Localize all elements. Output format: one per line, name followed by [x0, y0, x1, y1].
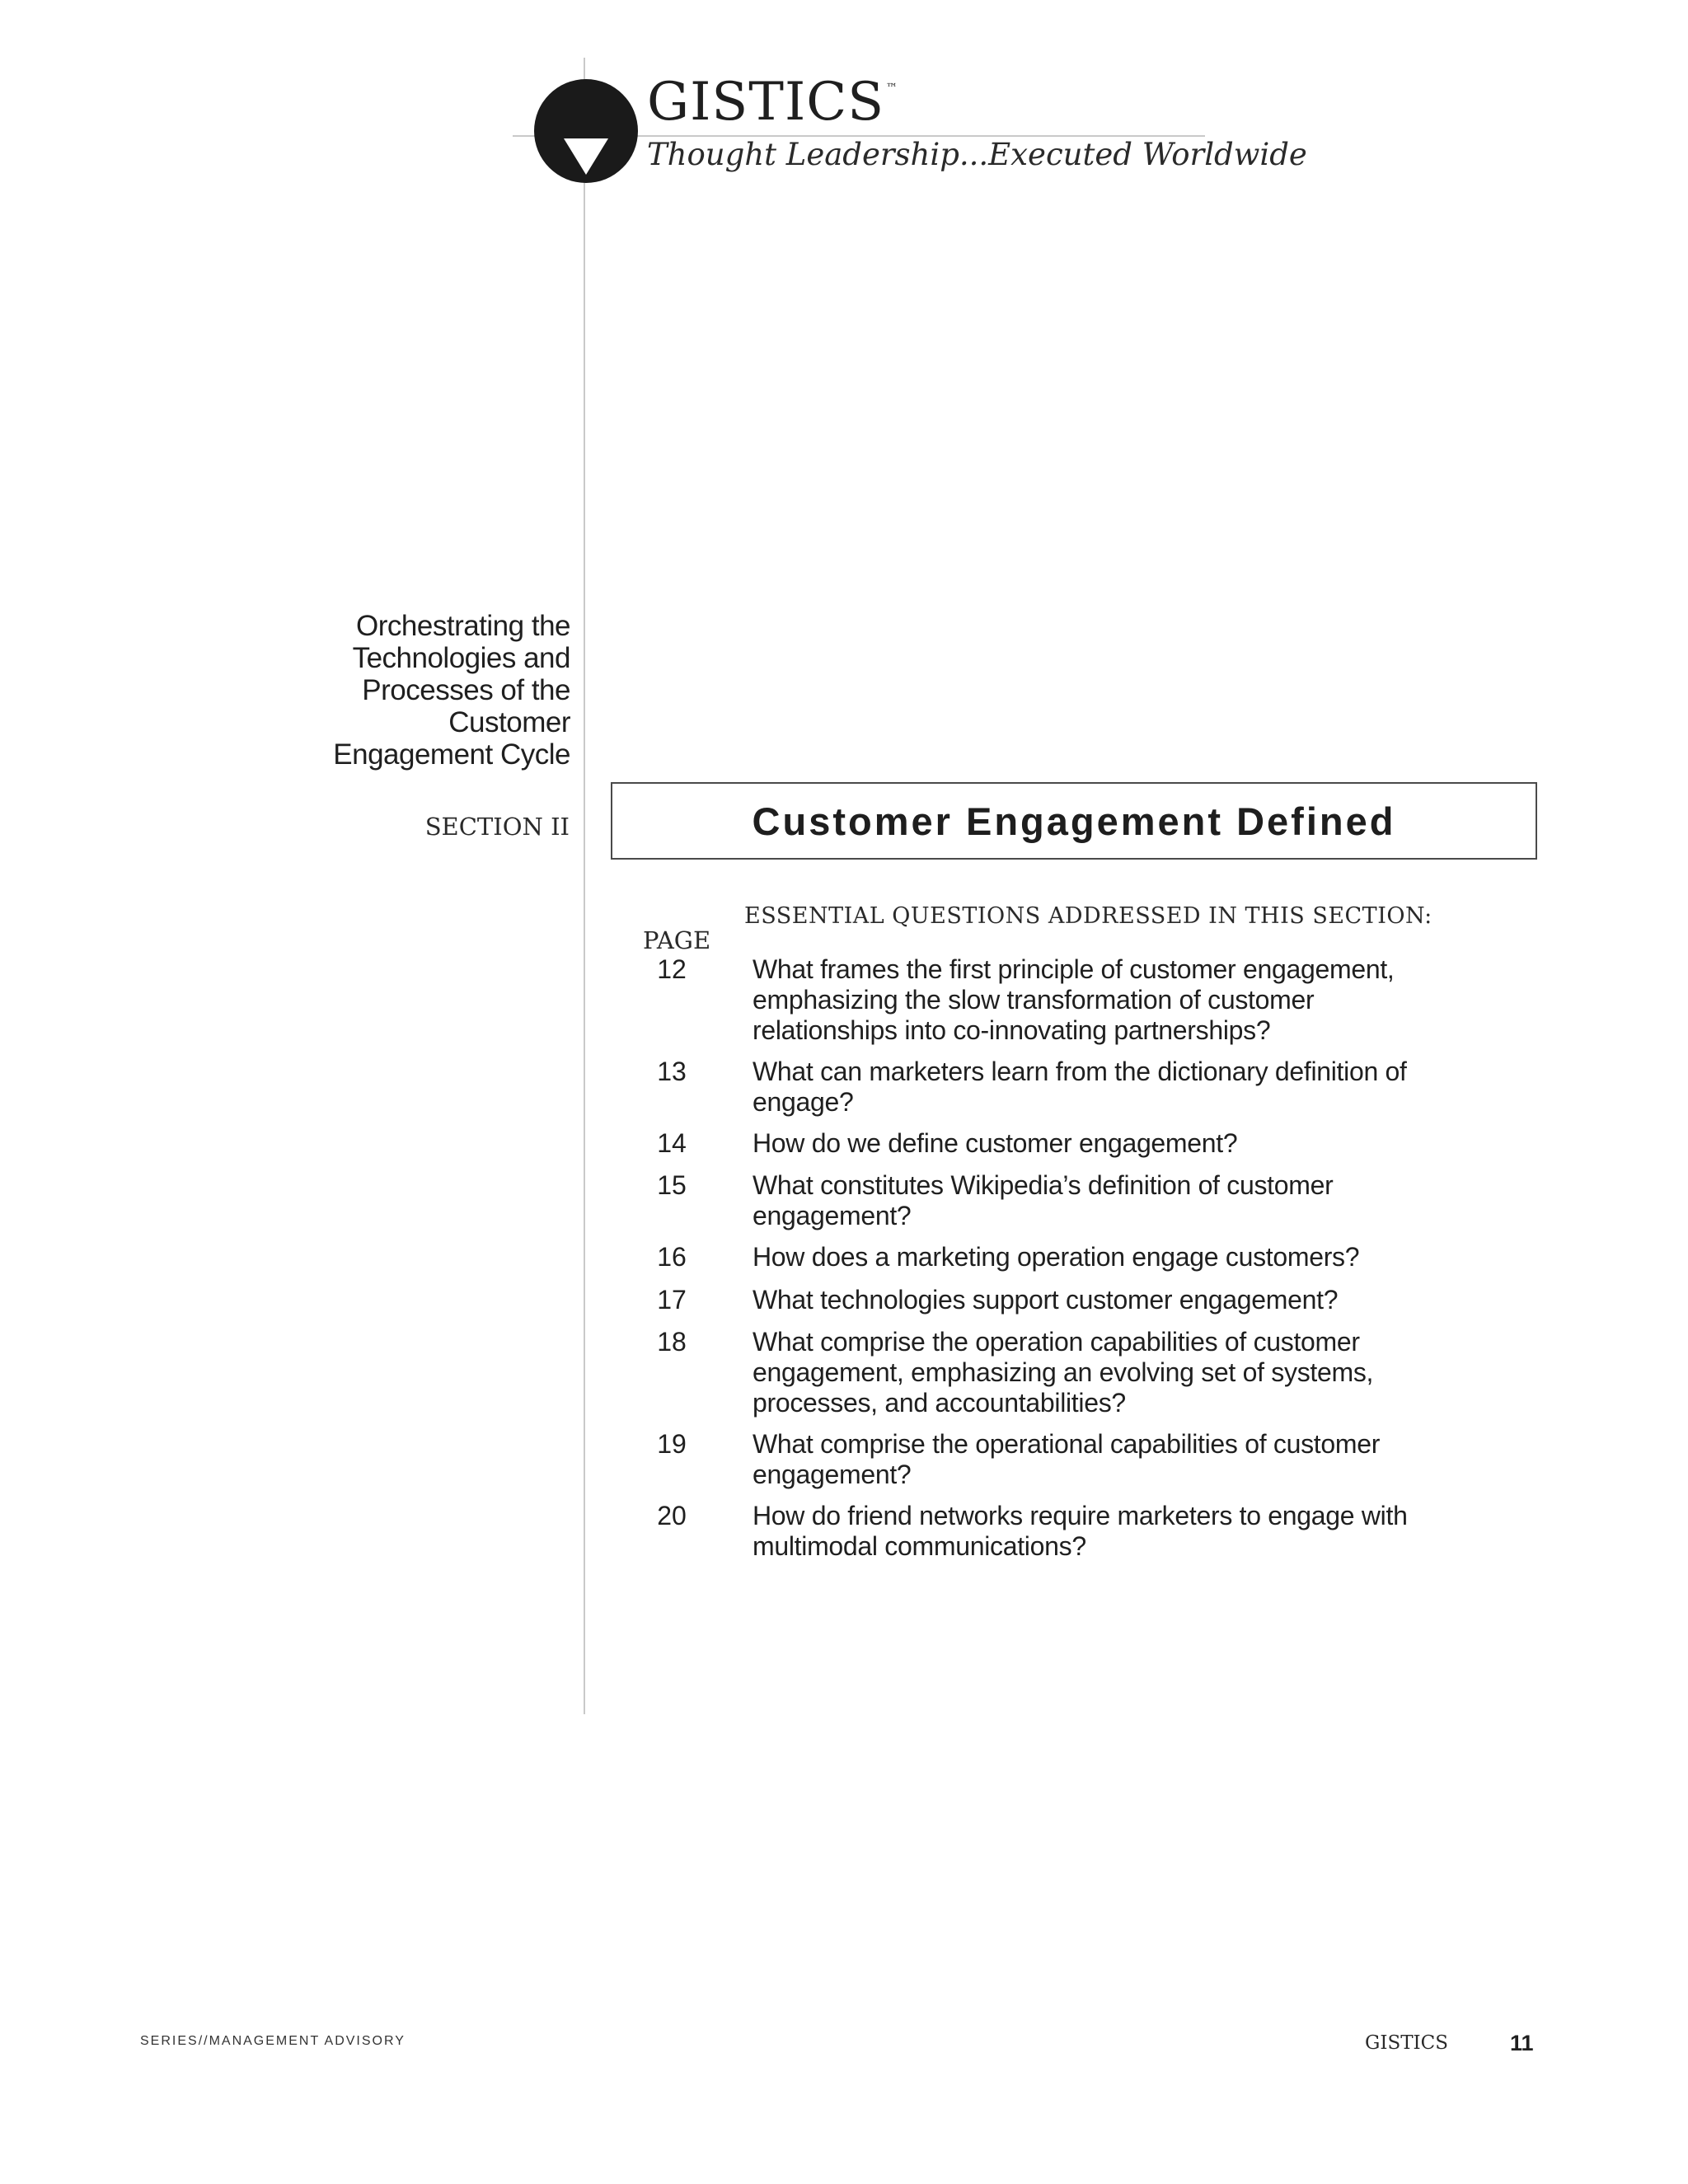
question-page-number: 17 [657, 1285, 687, 1315]
questions-heading: ESSENTIAL QUESTIONS ADDRESSED IN THIS SECTION: [744, 903, 1432, 929]
gistics-logo-icon [534, 79, 638, 183]
trademark-mark: ™ [886, 82, 899, 95]
question-text: How do we define customer engagement? [753, 1128, 1238, 1158]
question-page-number: 19 [657, 1429, 687, 1459]
question-page-number: 15 [657, 1170, 687, 1200]
question-text: What can marketers learn from the dictionary definition of engage? [753, 1057, 1407, 1117]
question-page-number: 20 [657, 1501, 687, 1530]
page-column-label: PAGE [643, 926, 711, 954]
question-text: What technologies support customer engagement? [753, 1285, 1339, 1315]
question-page-number: 18 [657, 1327, 687, 1357]
footer-brand: GISTICS [1365, 2032, 1448, 2054]
logo-wordmark: GISTICS ™ [647, 72, 899, 133]
sidebar-title-line: Technologies and [352, 642, 570, 674]
page-number: 11 [1510, 2031, 1534, 2055]
vertical-rule [584, 58, 585, 1714]
question-page-number: 16 [657, 1242, 687, 1272]
sidebar-title [298, 610, 570, 771]
sidebar-title-line: Orchestrating the [356, 610, 570, 642]
footer-series: SERIES//MANAGEMENT ADVISORY [140, 2034, 406, 2048]
question-text: What comprise the operation capabilities of customer engagement, emphasizing an evolving set of systems, processes, and accountabilities? [753, 1327, 1374, 1418]
section-label: SECTION II [424, 813, 570, 841]
sidebar-title-line: Processes of the [362, 674, 570, 706]
question-page-number: 14 [657, 1128, 687, 1158]
question-text: What frames the first principle of customer engagement, emphasizing the slow transformation of customer relationships into co-innovating partnerships? [753, 954, 1395, 1045]
question-text: What constitutes Wikipedia’s definition of customer engagement? [753, 1170, 1334, 1230]
question-page-number: 13 [657, 1057, 687, 1086]
section-title-box [611, 782, 1537, 860]
section-title: Customer Engagement Defined [752, 799, 1396, 843]
question-text: How does a marketing operation engage customers? [753, 1242, 1360, 1272]
sidebar-title-line: Customer [448, 706, 570, 738]
question-page-number: 12 [657, 954, 687, 984]
question-text: What comprise the operational capabilities of customer engagement? [753, 1429, 1381, 1489]
sidebar-title-line: Engagement Cycle [333, 738, 570, 771]
question-text: How do friend networks require marketers to engage with multimodal communications? [753, 1501, 1408, 1561]
triangle-down-icon [564, 138, 608, 175]
logo-tagline: Thought Leadership...Executed Worldwide [647, 137, 1307, 172]
